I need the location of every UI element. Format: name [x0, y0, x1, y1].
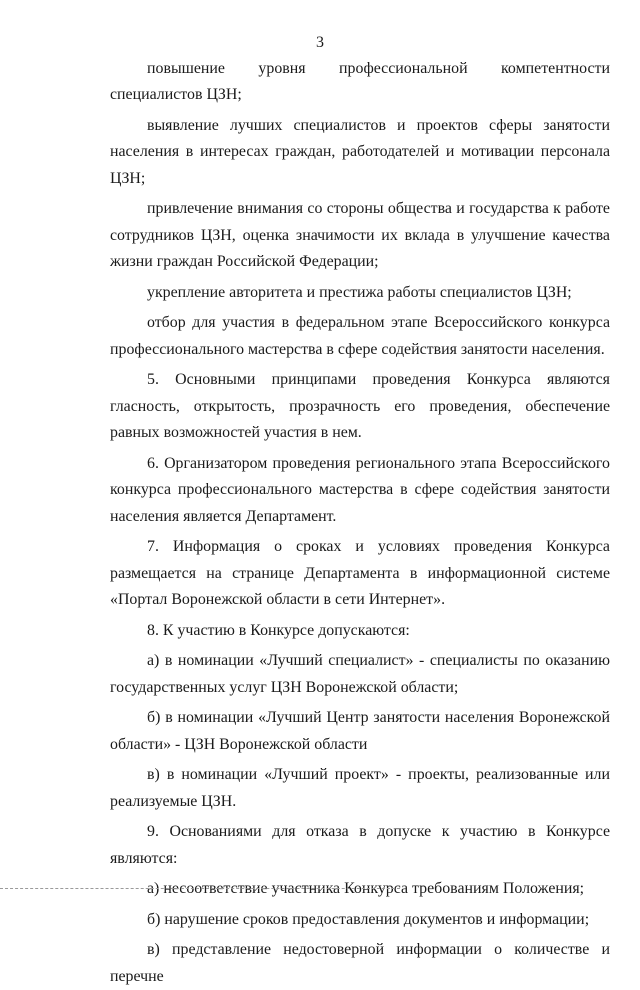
- paragraph-item-8b-best-center: б) в номинации «Лучший Центр занятости населения Воронежской области» - ЦЗН Воронежской области: [110, 709, 610, 753]
- paragraph-item-6-organizer: 6. Организатором проведения регионального этапа Всероссийского конкурса профессионального мастерства в сфере содействия занятости населения является Департамент.: [110, 454, 610, 525]
- page-number: 3: [316, 34, 324, 51]
- paragraph-goal-prestige: укрепление авторитета и престижа работы специалистов ЦЗН;: [147, 283, 572, 301]
- paragraph-item-8a-best-specialist: а) в номинации «Лучший специалист» - специалисты по оказанию государственных услуг ЦЗН Воронежской области;: [110, 652, 610, 696]
- paragraph-item-8c-best-project: в) в номинации «Лучший проект» - проекты, реализованные или реализуемые ЦЗН.: [110, 766, 610, 810]
- document-body: [110, 56, 610, 990]
- paragraph-goal-identify-best: выявление лучших специалистов и проектов сферы занятости населения в интересах граждан, работодателей и мотивации персонала ЦЗН;: [110, 117, 610, 187]
- paragraph-item-9a-noncompliance: а) несоответствие участника Конкурса требованиям Положения;: [147, 880, 585, 898]
- paragraph-goal-attention: привлечение внимания со стороны общества и государства к работе сотрудников ЦЗН, оценка значимости их вклада в улучшение качества жизни граждан Российской Федерации;: [110, 200, 610, 271]
- paragraph-item-9c-false-information: в) представление недостоверной информации о количестве и перечне: [110, 941, 610, 985]
- paragraph-item-9b-deadline-violation: б) нарушение сроков предоставления документов и информации;: [147, 910, 590, 928]
- paragraph-item-9-refusal-grounds: 9. Основаниями для отказа в допуске к участию в Конкурсе являются:: [110, 823, 610, 867]
- paragraph-goal-federal-selection: отбор для участия в федеральном этапе Всероссийского конкурса профессионального мастерства в сфере содействия занятости населения.: [110, 314, 610, 358]
- paragraph-item-8-admission: 8. К участию в Конкурсе допускаются:: [147, 621, 410, 639]
- paragraph-goal-competence: повышение уровня профессиональной компетентности специалистов ЦЗН;: [110, 60, 610, 104]
- paragraph-item-5-principles: 5. Основными принципами проведения Конкурса являются гласность, открытость, прозрачность его проведения, обеспечение равных возможностей участия в нем.: [110, 371, 610, 442]
- paragraph-item-7-information: 7. Информация о сроках и условиях проведения Конкурса размещается на странице Департамента в информационной системе «Портал Воронежской области в сети Интернет».: [110, 538, 610, 609]
- page-bottom-divider: [0, 888, 400, 889]
